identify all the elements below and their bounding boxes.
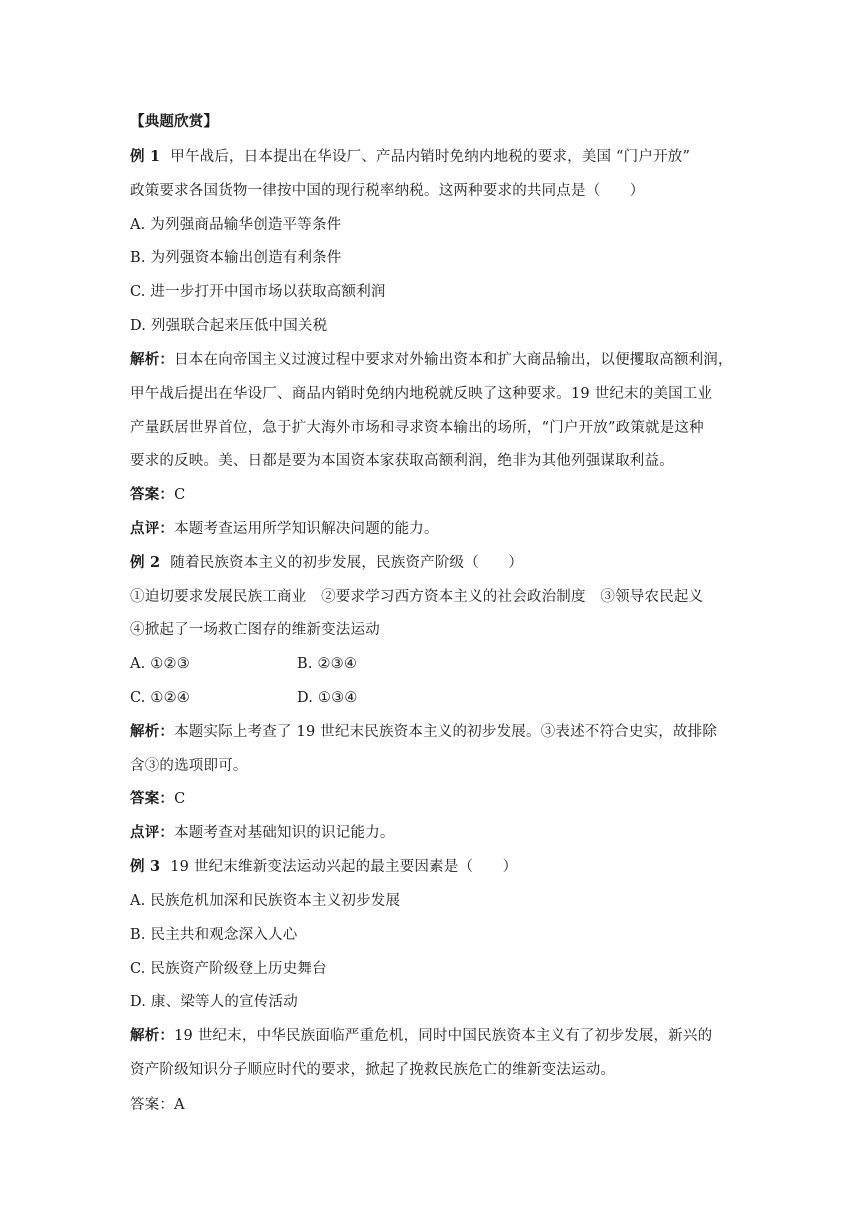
ex1-comment-label: 点评： [130, 520, 175, 537]
ex2-option-c: C. ①②④ [130, 690, 190, 706]
ex1-comment-text: 本题考查运用所学知识解决问题的能力。 [174, 521, 439, 537]
ex2-comment [130, 823, 395, 843]
ex1-answer-label: 答案： [130, 486, 175, 503]
ex2-answer [130, 789, 185, 809]
ex1-analysis-line-1 [130, 350, 733, 370]
ex3-label: 例 3 [130, 858, 161, 875]
ex3-option-d: D. 康、梁等人的宣传活动 [130, 994, 298, 1010]
ex3-analysis-text-1: 19 世纪末，中华民族面临严重危机，同时中国民族资本主义有了初步发展，新兴的 [174, 1028, 713, 1044]
ex1-analysis-label: 解析： [130, 351, 175, 368]
ex1-label: 例 1 [130, 148, 161, 165]
ex2-comment-label: 点评： [130, 824, 175, 841]
ex2-label: 例 2 [130, 554, 161, 571]
ex1-stem-line-1 [130, 147, 690, 167]
ex3-analysis-line-2: 资产阶级知识分子顺应时代的要求，掀起了挽救民族危亡的维新变法运动。 [130, 1062, 616, 1078]
ex3-analysis-label: 解析： [130, 1027, 175, 1044]
ex2-answer-label: 答案： [130, 790, 175, 807]
ex2-option-d: D. ①③④ [297, 690, 358, 706]
ex2-option-b: B. ②③④ [297, 656, 358, 672]
ex3-stem-text: 19 世纪末维新变法运动兴起的最主要因素是（ ） [170, 859, 518, 875]
ex2-analysis-text-1: 本题实际上考查了 19 世纪末民族资本主义的初步发展。③表述不符合史实，故排除 [174, 724, 718, 740]
ex1-option-a: A. 为列强商品输华创造平等条件 [130, 217, 342, 233]
section-title: 【典题欣赏】 [130, 113, 219, 130]
ex3-answer: 答案：A [130, 1097, 185, 1113]
ex2-analysis-line-2: 含③的选项即可。 [130, 758, 248, 774]
ex2-answer-value: C [174, 791, 186, 807]
ex2-comment-text: 本题考查对基础知识的识记能力。 [174, 825, 395, 841]
ex2-option-a: A. ①②③ [130, 656, 190, 672]
ex1-analysis-line-3: 产量跃居世界首位，急于扩大海外市场和寻求资本输出的场所，“门户开放”政策就是这种 [130, 420, 704, 436]
ex1-analysis-text-1: 日本在向帝国主义过渡过程中要求对外输出资本和扩大商品输出，以便攫取高额利润， [174, 352, 733, 368]
ex3-option-c: C. 民族资产阶级登上历史舞台 [130, 961, 327, 977]
ex3-analysis-line-1 [130, 1026, 712, 1046]
ex1-option-b: B. 为列强资本输出创造有利条件 [130, 250, 342, 266]
ex3-option-a: A. 民族危机加深和民族资本主义初步发展 [130, 893, 401, 909]
ex1-analysis-line-4: 要求的反映。美、日都是要为本国资本家获取高额利润，绝非为其他列强谋取利益。 [130, 453, 674, 469]
ex1-answer-value: C [174, 487, 186, 503]
ex2-items-line-2: ④掀起了一场救亡图存的维新变法运动 [130, 622, 380, 638]
ex2-analysis-line-1 [130, 722, 717, 742]
ex3-option-b: B. 民主共和观念深入人心 [130, 927, 298, 943]
ex1-stem-line-2: 政策要求各国货物一律按中国的现行税率纳税。这两种要求的共同点是（ ） [130, 183, 645, 199]
ex1-comment [130, 519, 439, 539]
ex1-option-c: C. 进一步打开中国市场以获取高额利润 [130, 284, 386, 300]
ex1-option-d: D. 列强联合起来压低中国关税 [130, 318, 328, 334]
ex1-stem-text-1: 甲午战后，日本提出在华设厂、产品内销时免纳内地税的要求，美国 “门户开放” [170, 149, 691, 165]
ex2-analysis-label: 解析： [130, 723, 175, 740]
ex2-stem-text: 随着民族资本主义的初步发展，民族资产阶级（ ） [170, 555, 524, 571]
ex2-items-line-1: ①迫切要求发展民族工商业 ②要求学习西方资本主义的社会政治制度 ③领导农民起义 [130, 589, 704, 605]
ex1-answer [130, 485, 185, 505]
ex3-stem [130, 857, 517, 877]
ex1-analysis-line-2: 甲午战后提出在华设厂、商品内销时免纳内地税就反映了这种要求。19 世纪末的美国工业 [130, 386, 713, 402]
ex2-stem [130, 553, 523, 573]
